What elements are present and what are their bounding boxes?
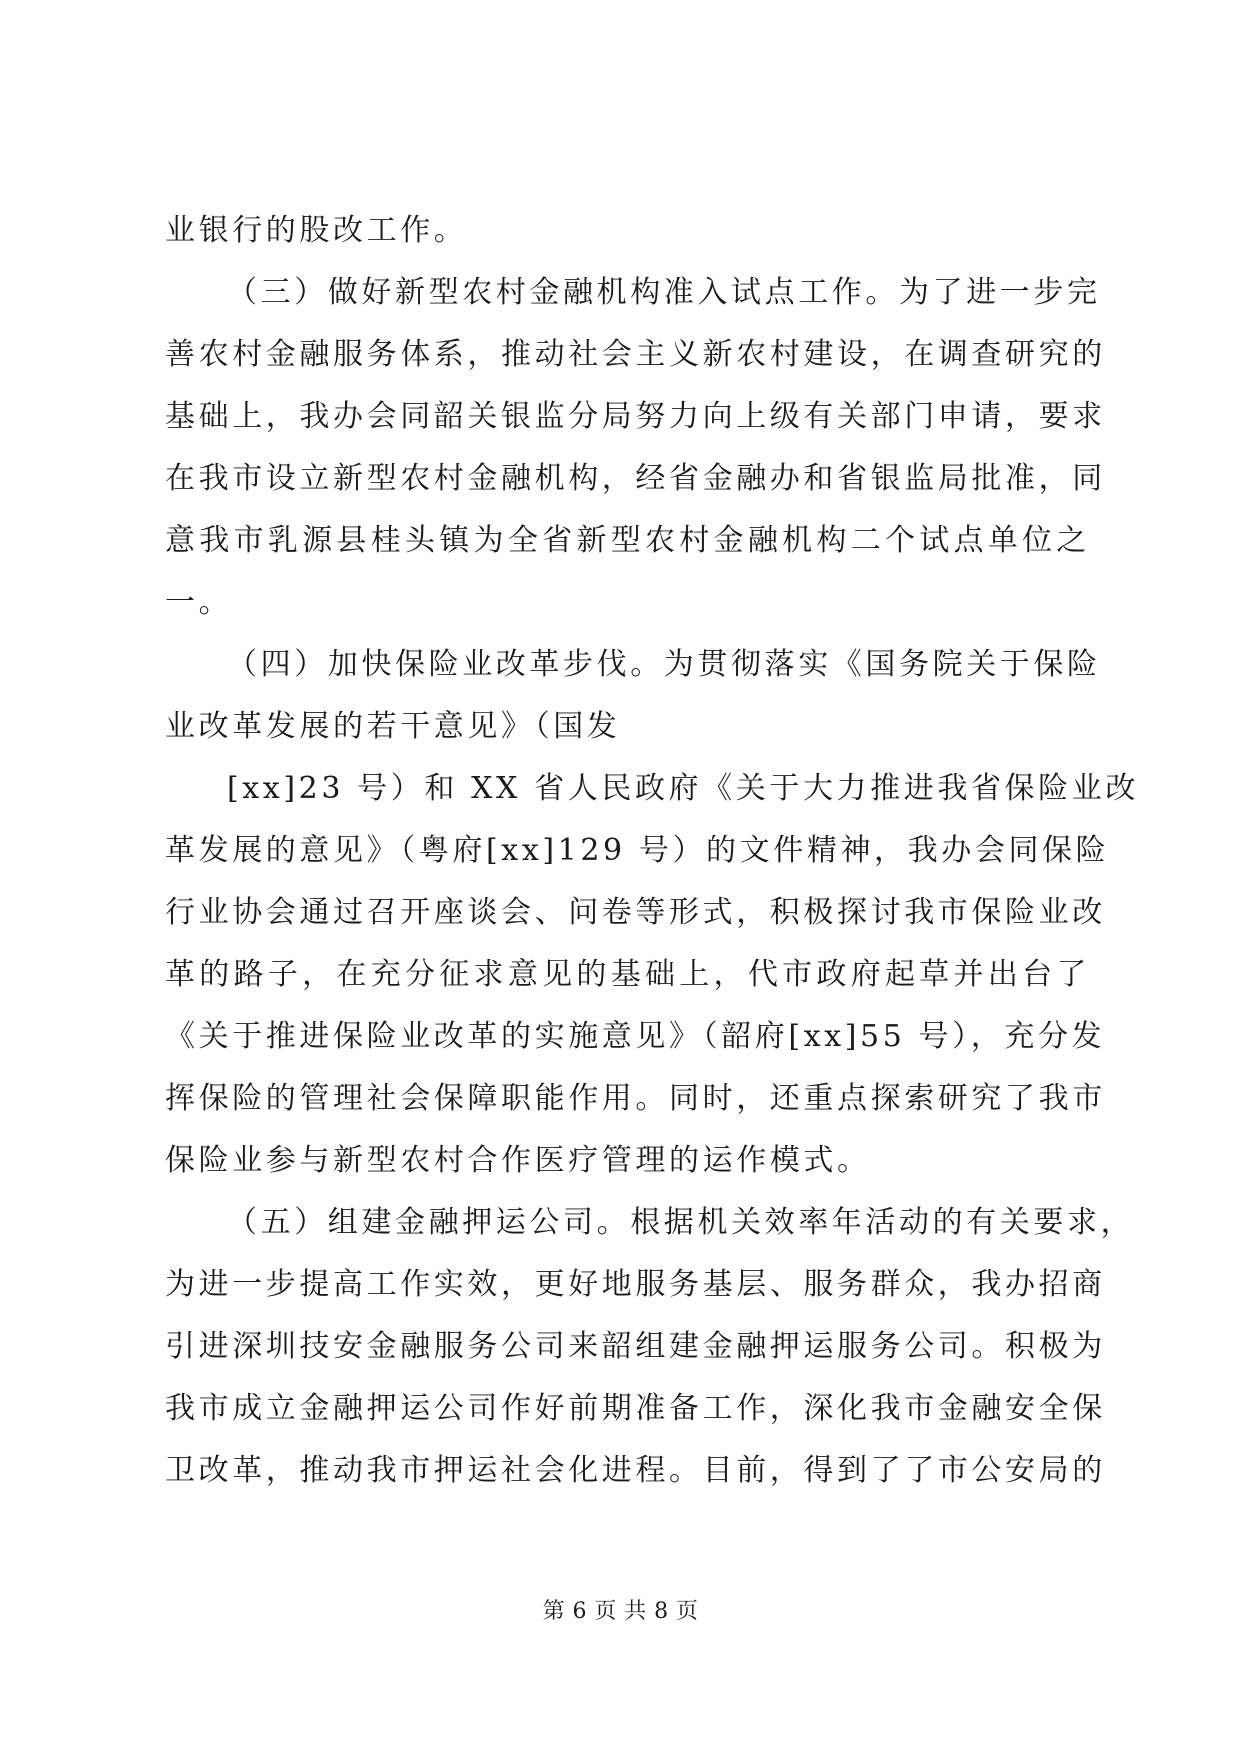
text-line: 善农村金融服务体系，推动社会主义新农村建设，在调查研究的 [165, 337, 1106, 372]
text-line: [xx]23 号）和 XX 省人民政府《关于大力推进我省保险业改 [227, 771, 1139, 806]
text-line: 业银行的股改工作。 [165, 213, 468, 248]
text-line: 基础上，我办会同韶关银监分局努力向上级有关部门申请，要求 [165, 399, 1106, 434]
text-line: 业改革发展的若干意见》（国发 [165, 709, 621, 744]
text-line: 保险业参与新型农村合作医疗管理的运作模式。 [165, 1143, 871, 1178]
paragraph-four-heading-line: （四）加快保险业改革步伐。为贯彻落实《国务院关于保险 [227, 647, 1101, 682]
text-line: 革的路子，在充分征求意见的基础上，代市政府起草并出台了 [165, 957, 1090, 992]
text-line: 意我市乳源县桂头镇为全省新型农村金融机构二个试点单位之 [165, 523, 1090, 558]
paragraph-three-heading-line: （三）做好新型农村金融机构准入试点工作。为了进一步完 [227, 275, 1101, 310]
text-line: 《关于推进保险业改革的实施意见》（韶府[xx]55 号），充分发 [165, 1019, 1106, 1054]
body-text [165, 200, 1139, 1502]
text-line: 为进一步提高工作实效，更好地服务基层、服务群众，我办招商 [165, 1267, 1106, 1302]
text-line: 行业协会通过召开座谈会、问卷等形式，积极探讨我市保险业改 [165, 895, 1106, 930]
text-line: 革发展的意见》（粤府[xx]129 号）的文件精神，我办会同保险 [165, 833, 1110, 868]
text-line: 我市成立金融押运公司作好前期准备工作，深化我市金融安全保 [165, 1391, 1106, 1426]
paragraph-five-heading-line: （五）组建金融押运公司。根据机关效率年活动的有关要求， [227, 1205, 1135, 1240]
text-line: 在我市设立新型农村金融机构，经省金融办和省银监局批准，同 [165, 461, 1106, 496]
page-footer [0, 1596, 1241, 1628]
text-line: 引进深圳技安金融服务公司来韶组建金融押运服务公司。积极为 [165, 1329, 1106, 1364]
text-line: 一。 [165, 585, 233, 620]
page-number-label: 第 6 页 共 8 页 [542, 1599, 699, 1624]
text-line: 挥保险的管理社会保障职能作用。同时，还重点探索研究了我市 [165, 1081, 1106, 1116]
text-line: 卫改革，推动我市押运社会化进程。目前，得到了了市公安局的 [165, 1453, 1106, 1488]
